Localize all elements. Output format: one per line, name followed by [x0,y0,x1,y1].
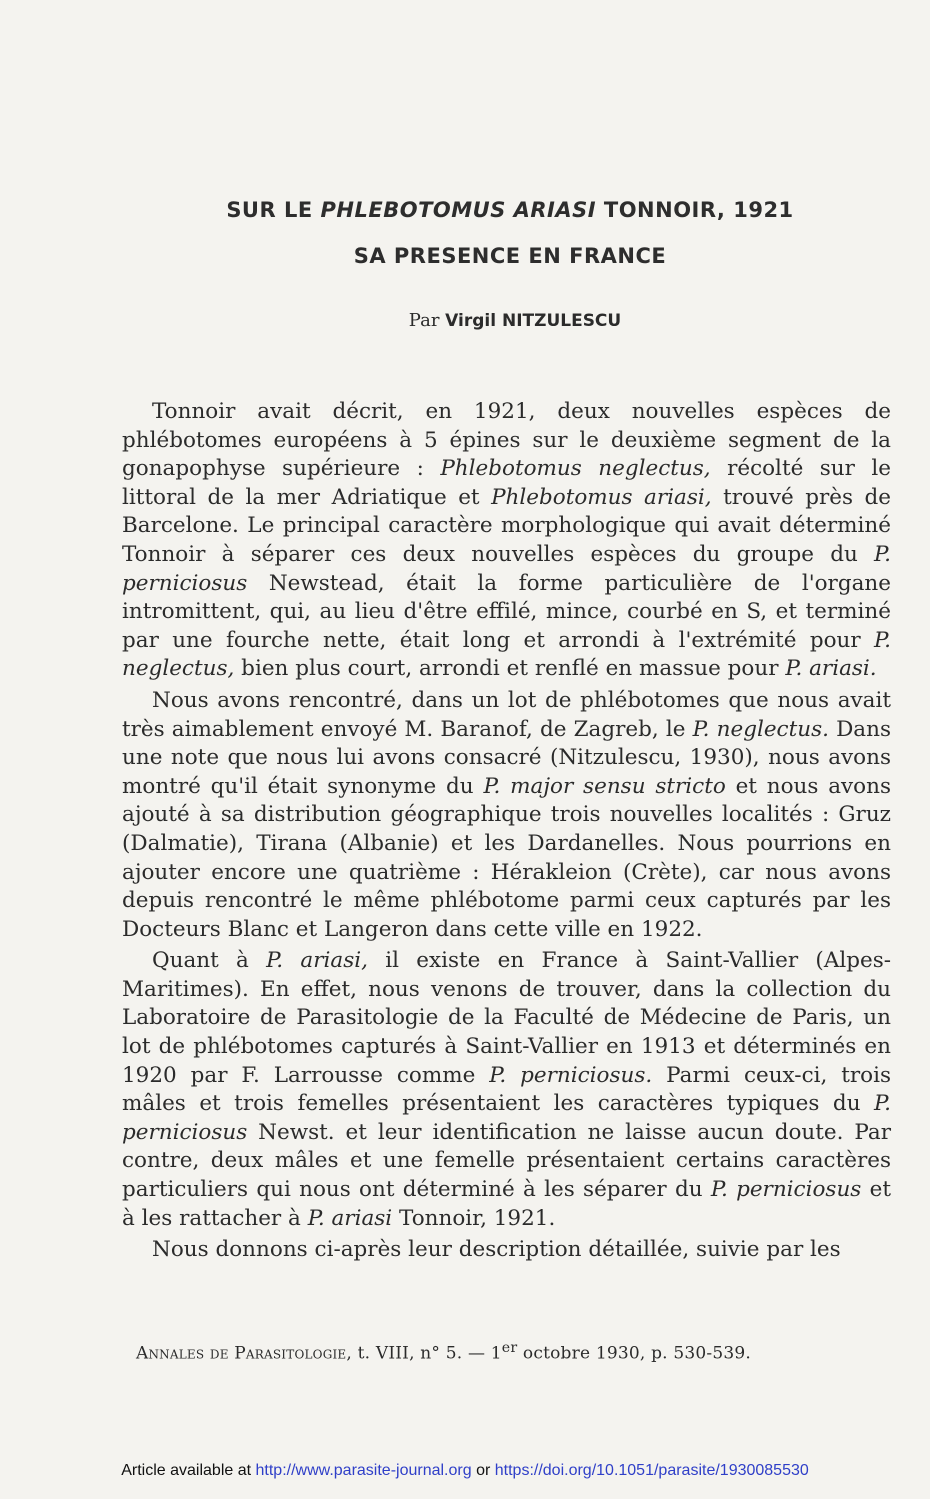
species-name: P. perniciosus. [489,1062,653,1088]
paragraph-text: il existe en France à Saint-Vallier (Alpes-Maritimes). En effet, nous venons de trouver, dans la collection du Laboratoire de Parasitologie de la Faculté de Médecine de Paris, un lot de phlébotomes capturés à Saint-Vallier en 1913 et déterminés en 1920 par F. Larrousse comme [122,948,892,1088]
species-name: P. perniciosus [122,1091,891,1145]
doi-link[interactable]: https://doi.org/10.1051/parasite/1930085530 [494,1462,809,1479]
journal-link[interactable]: http://www.parasite-journal.org [255,1462,472,1479]
species-name: P. ariasi. [785,656,877,682]
species-name: P. major sensu stricto [483,773,726,799]
article-title-line2: SA PRESENCE EN FRANCE [353,244,667,268]
species-name: Phlebotomus neglectus, [440,456,711,482]
journal-reference [136,1340,856,1364]
species-name: P. perniciosus [122,541,891,596]
availability-prefix: Article available at [121,1462,256,1479]
paragraph-text: Newst. et leur identification ne laisse aucun doute. Par contre, deux mâles et une femelle présentaient certains caractères particuliers qui nous ont déterminé à les séparer du [122,1119,891,1203]
paragraph-text: trouvé près de Barcelone. Le principal caractère morphologique qui avait déterminé Tonnoir à séparer ces deux nouvelles espèces du groupe du [122,484,892,567]
species-name: P. neglectus. [692,716,829,742]
paragraph-p1 [122,398,891,684]
paragraph-text: Dans une note que nous lui avons consacré (Nitzulescu, 1930), nous avons montré qu'il était synonyme du [122,716,892,799]
paragraph-text: Parmi ceux-ci, trois mâles et trois femelles présentaient les caractères typiques du [122,1062,892,1117]
availability-line [0,1462,930,1480]
author-line [0,310,930,331]
author-name: Virgil NITZULESCU [445,311,622,331]
article-body [122,398,891,1268]
article-title-line1 [0,198,930,222]
paragraph-text: Tonnoir, 1921. [392,1205,556,1231]
paragraph-text: bien plus court, arrondi et renflé en massue pour [234,656,786,682]
paragraph-text: Quant à [152,948,267,974]
species-name: P. ariasi, [266,948,368,974]
paragraph-text: Nous donnons ci-après leur description détaillée, suivie par les [152,1237,841,1263]
paragraph-text: Nous avons rencontré, dans un lot de phlébotomes que nous avait très aimablement envoyé M. Baranof, de Zagreb, le [122,687,891,742]
journal-date-sup: er [501,1340,518,1356]
title-suffix: TONNOIR, 1921 [596,198,794,222]
paragraph-p3 [122,947,891,1233]
title-prefix: SUR LE [226,198,321,222]
species-name: Phlebotomus ariasi, [491,484,712,510]
author-prefix: Par [408,310,446,331]
paragraph-text: récolté sur le littoral de la mer Adriatique et [122,456,891,510]
paragraph-text: et à les rattacher à [122,1177,891,1231]
species-name: P. ariasi [307,1205,393,1231]
paragraph-text: Newstead, était la forme particulière de l'organe intromittent, qui, au lieu d'être effilé, mince, courbé en S, et terminé par une fourche nette, était long et arrondi à l'extrémité pour [122,570,891,653]
paragraph-p2 [122,687,891,944]
journal-pages: octobre 1930, p. 530-539. [517,1343,752,1364]
species-name: P. neglectus, [122,627,891,682]
journal-volume: t. VIII, n° 5. — 1 [352,1343,502,1364]
title-species: PHLEBOTOMUS ARIASI [320,198,597,222]
paragraph-p4 [122,1236,891,1265]
paragraph-text: et nous avons ajouté à sa distribution géographique trois nouvelles localités : Gruz (Dalmatie), Tirana (Albanie) et les Dardanelles. Nous pourrions en ajouter encore une quatrième : Hérakleion (Crète), car nous avons depuis rencontré le même phlébotome parmi ceux capturés par les Docteurs Blanc et Langeron dans cette ville en 1922. [122,773,891,942]
journal-name: Annales de Parasitologie, [136,1343,352,1364]
availability-middle: or [471,1462,495,1479]
paragraph-text: Tonnoir avait décrit, en 1921, deux nouvelles espèces de phlébotomes européens à 5 épines sur le deuxième segment de la gonapophyse supérieure : [122,399,891,482]
species-name: P. perniciosus [710,1177,862,1203]
